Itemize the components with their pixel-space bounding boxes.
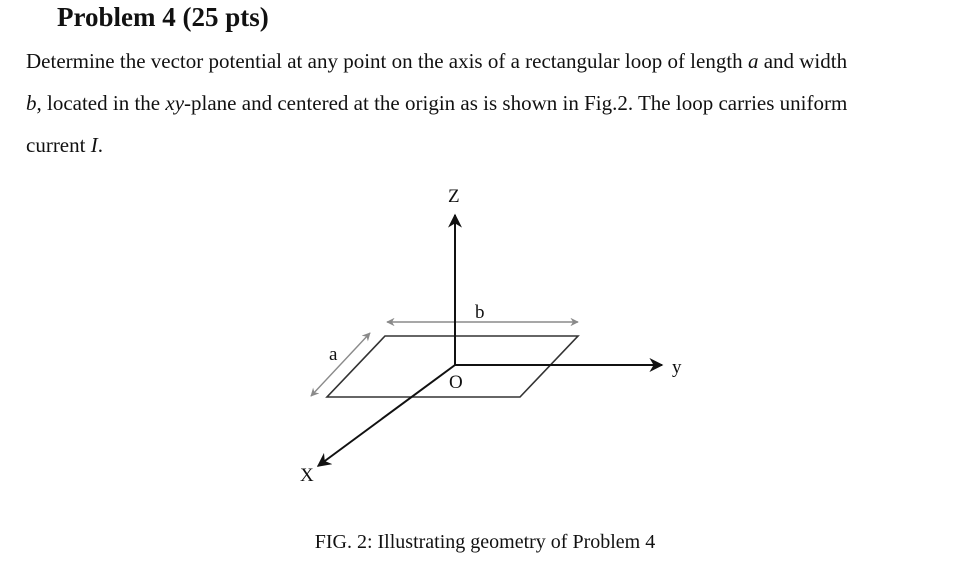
z-axis-label: Z [448, 186, 460, 207]
width-label: b [475, 302, 485, 323]
text-segment: current [26, 133, 91, 157]
y-axis-label: y [672, 357, 682, 378]
origin-label: O [449, 372, 463, 393]
text-segment: , located in the [36, 91, 166, 115]
math-variable-xy: xy [165, 91, 185, 115]
math-variable-b: b [26, 91, 37, 115]
x-axis [318, 365, 455, 466]
math-variable-I: I [90, 133, 98, 157]
problem-heading: Problem 4 (25 pts) [57, 2, 269, 32]
math-variable-a: a [747, 49, 759, 73]
text-segment: -plane and centered at the origin as is shown in Fig.2. The loop carries uniform [184, 91, 848, 115]
text-segment: and width [758, 49, 848, 73]
x-axis-label: X [300, 465, 314, 486]
length-label: a [329, 344, 338, 365]
text-segment: Determine the vector potential at any point on the axis of a rectangular loop of length [26, 49, 748, 73]
figure-caption: FIG. 2: Illustrating geometry of Problem 4 [314, 531, 656, 553]
length-dimension-arrow [311, 333, 370, 396]
text-segment: . [97, 133, 103, 157]
